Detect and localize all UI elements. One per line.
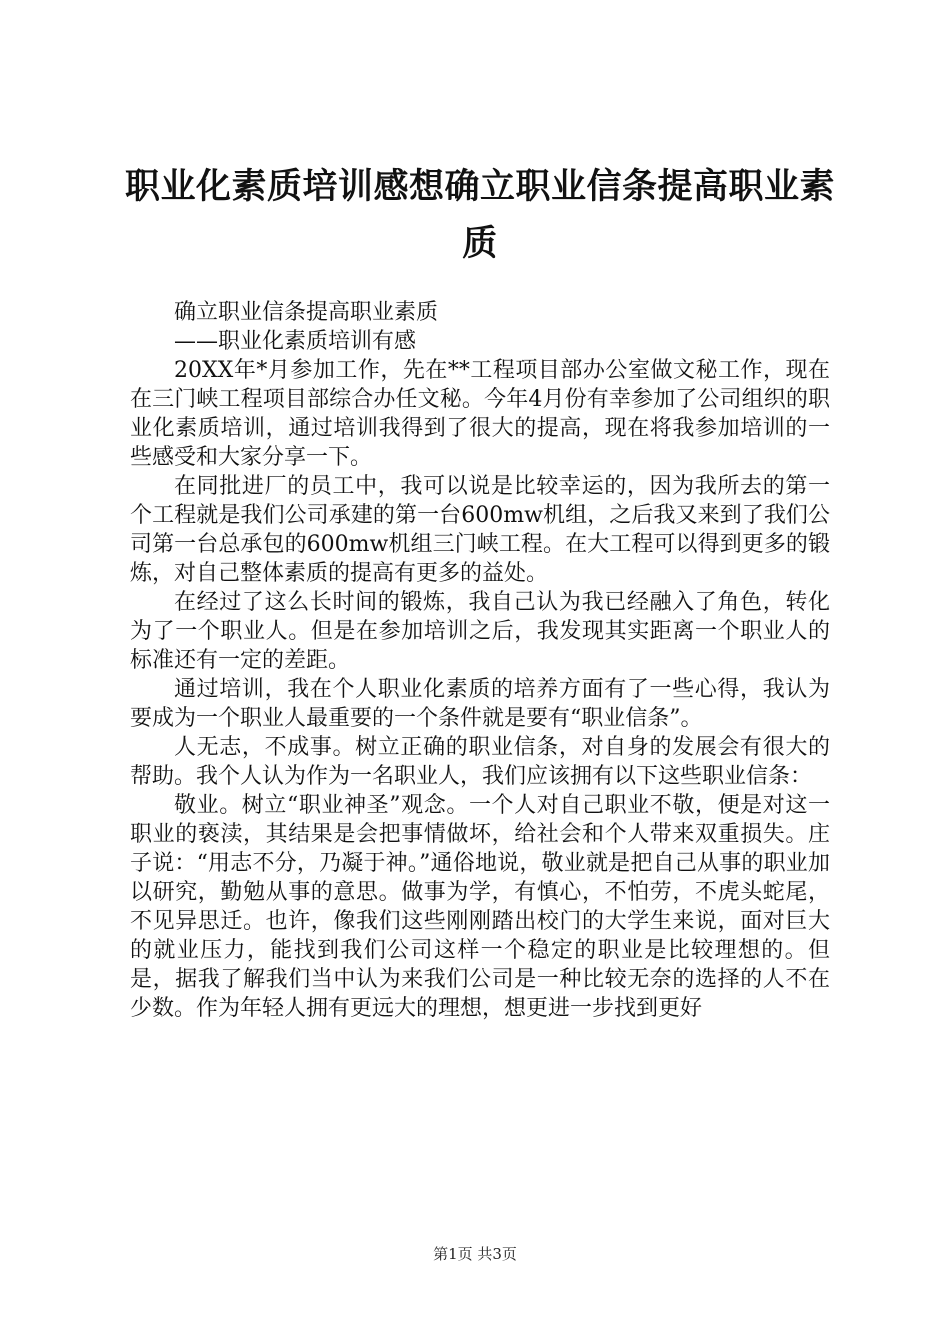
paragraph-3: 在经过了这么长时间的锻炼，我自己认为我已经融入了角色，转化为了一个职业人。但是在参加培训之后，我发现其实距离一个职业人的标准还有一定的差距。	[130, 590, 830, 673]
document-body	[130, 298, 830, 1023]
paragraph-1: 20XX年*月参加工作，先在**工程项目部办公室做文秘工作，现在在三门峡工程项目部综合办任文秘。今年4月份有幸参加了公司组织的职业化素质培训，通过培训我得到了很大的提高，现在将我参加培训的一些感受和大家分享一下。	[130, 358, 830, 470]
page-title: 职业化素质培训感想确立职业信条提高职业素质	[124, 166, 835, 264]
paragraph-5: 人无志，不成事。树立正确的职业信条，对自身的发展会有很大的帮助。我个人认为作为一名职业人，我们应该拥有以下这些职业信条：	[130, 735, 830, 789]
page-footer: 第1页 共3页	[433, 1245, 517, 1263]
paragraph-6: 敬业。树立“职业神圣”观念。一个人对自己职业不敬，便是对这一职业的亵渎，其结果是会把事情做坏，给社会和个人带来双重损失。庄子说：“用志不分，乃凝于神。”通俗地说，敬业就是把自己从事的职业加以研究，勤勉从事的意思。做事为学，有慎心，不怕劳，不虎头蛇尾，不见异思迁。也许，像我们这些刚刚踏出校门的大学生来说，面对巨大的就业压力，能找到我们公司这样一个稳定的职业是比较理想的。但是，据我了解我们当中认为来我们公司是一种比较无奈的选择的人不在少数。作为年轻人拥有更远大的理想，想更进一步找到更好	[130, 793, 830, 1021]
paragraph-4: 通过培训，我在个人职业化素质的培养方面有了一些心得，我认为要成为一个职业人最重要的一个条件就是要有“职业信条”。	[130, 677, 830, 731]
subtitle: 确立职业信条提高职业素质	[174, 300, 439, 325]
paragraph-2: 在同批进厂的员工中，我可以说是比较幸运的，因为我所去的第一个工程就是我们公司承建的第一台600mw机组，之后我又来到了我们公司第一台总承包的600mw机组三门峡工程。在大工程可以得到更多的锻炼，对自己整体素质的提高有更多的益处。	[130, 474, 830, 586]
byline: ——职业化素质培训有感	[174, 329, 417, 354]
